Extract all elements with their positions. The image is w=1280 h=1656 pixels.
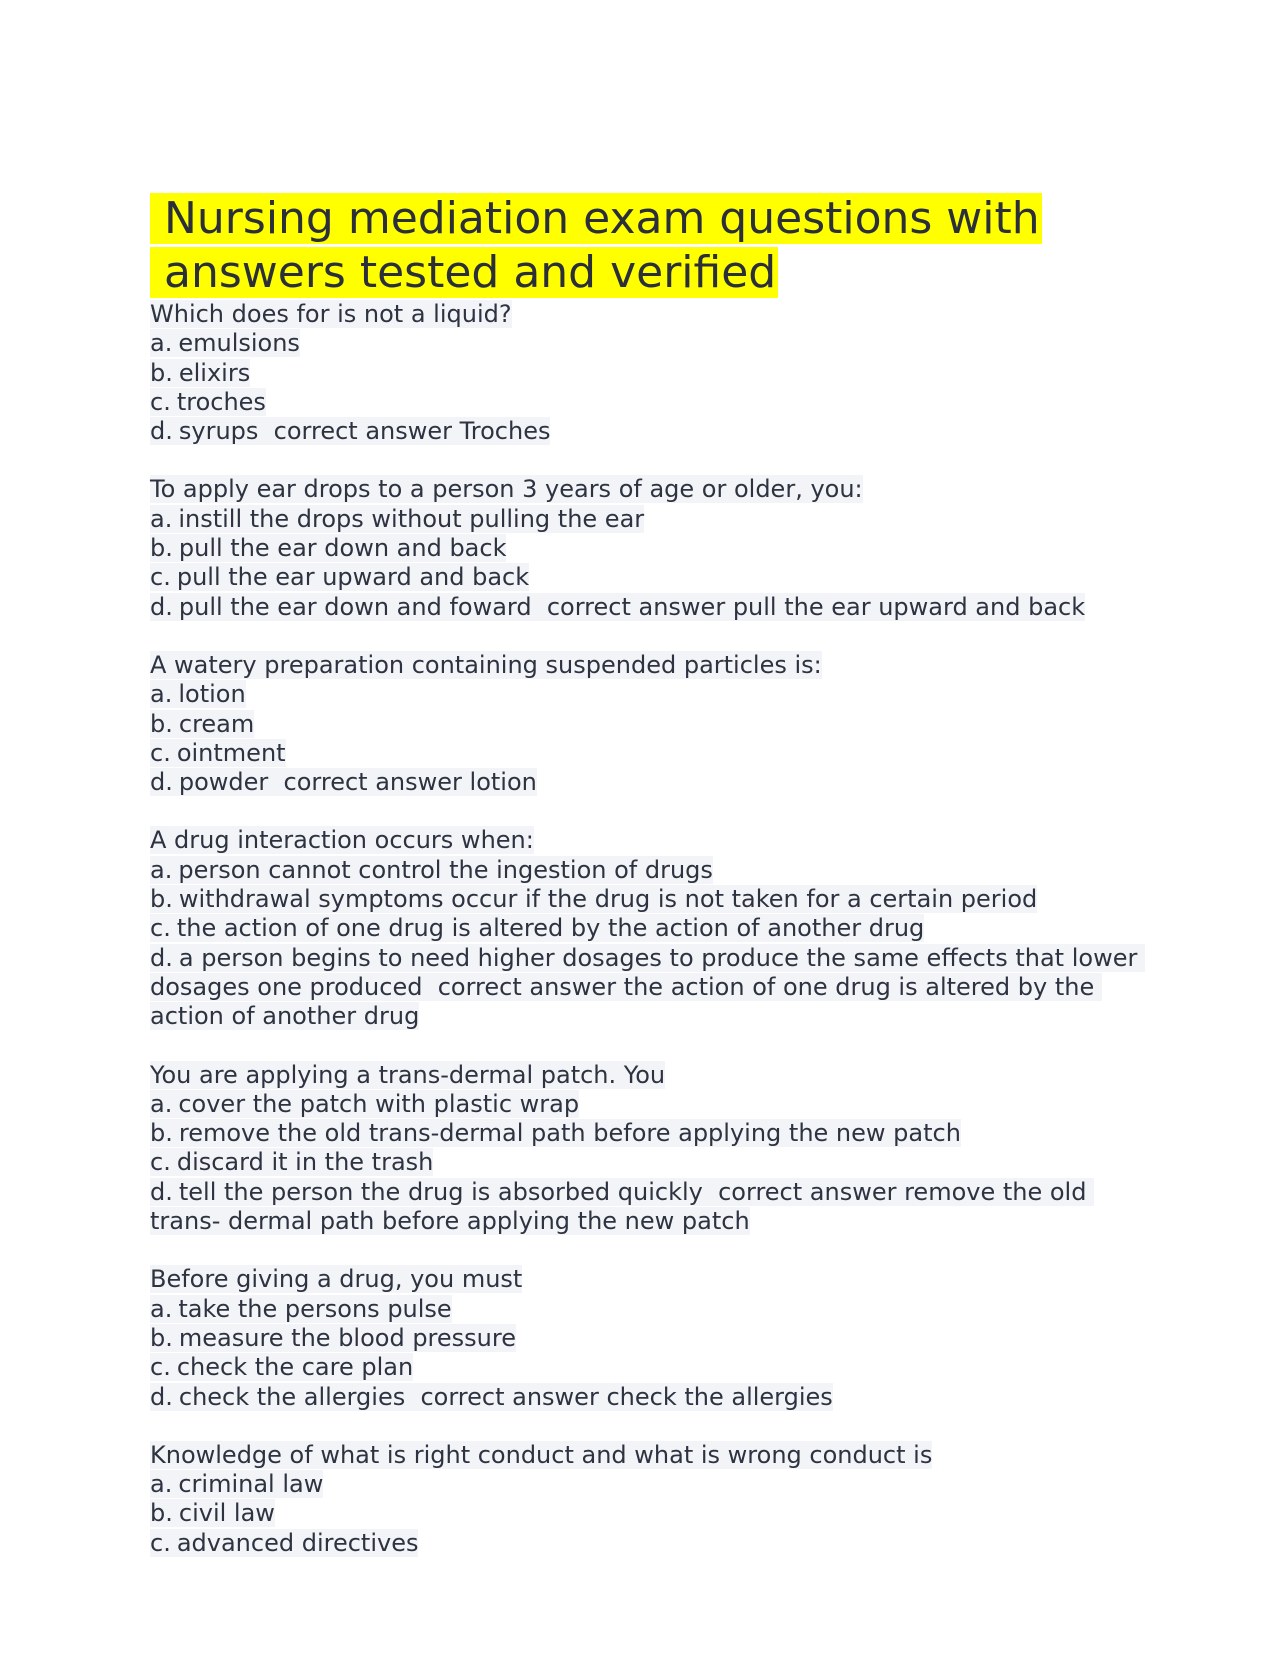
question-stem-text: To apply ear drops to a person 3 years of age or older, you:: [150, 475, 863, 504]
answer-option-highlight: [150, 1119, 961, 1147]
question-stem-text: Knowledge of what is right conduct and what is wrong conduct is: [150, 1440, 933, 1469]
question-stem-text: A drug interaction occurs when:: [150, 826, 534, 855]
option-text: discard it in the trash: [176, 1148, 434, 1177]
option-letter: c.: [150, 1148, 171, 1177]
option-text: take the persons pulse: [178, 1294, 452, 1323]
option-text: ointment: [176, 738, 286, 767]
answer-option-highlight: [150, 1090, 579, 1118]
option-letter: a.: [150, 1294, 173, 1323]
option-letter: b.: [150, 1119, 173, 1148]
option-letter: a.: [150, 1089, 173, 1118]
option-text: remove the old trans-dermal path before applying the new patch: [178, 1119, 961, 1148]
option-letter: b.: [150, 885, 173, 914]
option-text: criminal law: [178, 1470, 324, 1499]
option-text: measure the blood pressure: [178, 1323, 516, 1352]
option-letter: d.: [150, 592, 173, 621]
answer-option-highlight: [150, 1470, 323, 1498]
document-content: [150, 192, 1150, 1587]
answer-option: [150, 768, 1150, 797]
answer-option-highlight: [150, 1353, 413, 1381]
option-letter: b.: [150, 709, 173, 738]
answer-option-highlight: [150, 593, 1085, 621]
answer-option: [150, 1529, 1150, 1558]
option-letter: d.: [150, 1177, 173, 1206]
question-block: [150, 826, 1150, 1031]
option-text: instill the drops without pulling the ear: [178, 504, 645, 533]
question-block: [150, 475, 1150, 621]
option-letter: c.: [150, 738, 171, 767]
answer-option: [150, 1090, 1150, 1119]
option-letter: a.: [150, 504, 173, 533]
answer-option-highlight: [150, 563, 529, 591]
document-title: [150, 192, 1150, 300]
answer-option: [150, 505, 1150, 534]
answer-option-highlight: [150, 1148, 433, 1176]
option-text: advanced directives: [176, 1528, 419, 1557]
option-letter: a.: [150, 329, 173, 358]
option-letter: a.: [150, 1470, 173, 1499]
answer-option-highlight: [150, 388, 266, 416]
answer-option-highlight: [150, 680, 246, 708]
option-text: civil law: [178, 1499, 275, 1528]
question-block: [150, 1265, 1150, 1411]
answer-option: [150, 1470, 1150, 1499]
answer-option: [150, 1499, 1150, 1528]
answer-option: [150, 563, 1150, 592]
option-letter: c.: [150, 1353, 171, 1382]
question-stem-text: You are applying a trans-dermal patch. You: [150, 1060, 666, 1089]
option-text: cover the patch with plastic wrap: [178, 1089, 580, 1118]
answer-option-highlight: [150, 1383, 833, 1411]
answer-option-highlight: [150, 1324, 516, 1352]
answer-option: [150, 739, 1150, 768]
answer-option: [150, 885, 1150, 914]
answer-option-highlight: [150, 944, 1145, 1031]
option-text: emulsions: [178, 329, 300, 358]
option-letter: c.: [150, 914, 171, 943]
answer-option: [150, 710, 1150, 739]
answer-option-highlight: [150, 329, 300, 357]
answer-option-highlight: [150, 417, 550, 445]
answer-option-highlight: [150, 710, 254, 738]
answer-option: [150, 359, 1150, 388]
question-block: [150, 1061, 1150, 1237]
answer-option-highlight: [150, 739, 286, 767]
answer-option: [150, 1383, 1150, 1412]
answer-option: [150, 417, 1150, 446]
answer-option: [150, 388, 1150, 417]
option-letter: b.: [150, 358, 173, 387]
answer-option: [150, 329, 1150, 358]
question-stem: [150, 651, 1150, 680]
option-letter: d.: [150, 768, 173, 797]
option-text: person cannot control the ingestion of drugs: [178, 855, 713, 884]
question-stem: [150, 1061, 1150, 1090]
option-text: powder correct answer lotion: [178, 768, 537, 797]
question-stem: [150, 475, 1150, 504]
answer-option: [150, 1353, 1150, 1382]
answer-option-highlight: [150, 1529, 418, 1557]
option-text: check the care plan: [176, 1353, 414, 1382]
answer-option-highlight: [150, 505, 644, 533]
answer-option: [150, 914, 1150, 943]
question-stem: [150, 300, 1150, 329]
question-stem: [150, 1265, 1150, 1294]
option-text: the action of one drug is altered by the action of another drug: [176, 914, 925, 943]
option-text: pull the ear down and back: [178, 534, 507, 563]
question-stem-text: A watery preparation containing suspended particles is:: [150, 650, 822, 679]
answer-option: [150, 1178, 1150, 1237]
question-list: [150, 300, 1150, 1558]
option-text: check the allergies correct answer check the allergies: [178, 1382, 833, 1411]
option-text: lotion: [178, 680, 246, 709]
answer-option-highlight: [150, 1178, 1094, 1235]
answer-option-highlight: [150, 768, 537, 796]
answer-option-highlight: [150, 534, 506, 562]
option-text: elixirs: [178, 358, 251, 387]
question-stem: [150, 826, 1150, 855]
option-text: troches: [176, 387, 266, 416]
answer-option-highlight: [150, 914, 924, 942]
answer-option: [150, 593, 1150, 622]
question-block: [150, 1441, 1150, 1558]
option-text: cream: [178, 709, 255, 738]
question-stem: [150, 1441, 1150, 1470]
question-block: [150, 300, 1150, 446]
option-text: a person begins to need higher dosages to produce the same effects that lower dosages one produced correct answer the action of one drug is altered by the action of another drug: [150, 943, 1145, 1031]
option-letter: c.: [150, 1528, 171, 1557]
answer-option-highlight: [150, 1499, 275, 1527]
answer-option: [150, 944, 1150, 1032]
question-stem-text: Before giving a drug, you must: [150, 1265, 523, 1294]
answer-option: [150, 1148, 1150, 1177]
answer-option: [150, 1324, 1150, 1353]
option-letter: c.: [150, 563, 171, 592]
title-highlight: Nursing mediation exam questions with answers tested and verified: [150, 193, 1042, 298]
question-stem-text: Which does for is not a liquid?: [150, 300, 512, 328]
option-letter: c.: [150, 387, 171, 416]
answer-option: [150, 1119, 1150, 1148]
option-letter: a.: [150, 855, 173, 884]
answer-option-highlight: [150, 856, 713, 884]
answer-option-highlight: [150, 1295, 452, 1323]
option-text: syrups correct answer Troches: [178, 417, 551, 446]
option-letter: b.: [150, 1499, 173, 1528]
answer-option: [150, 856, 1150, 885]
answer-option-highlight: [150, 885, 1037, 913]
option-text: withdrawal symptoms occur if the drug is not taken for a certain period: [178, 885, 1038, 914]
option-letter: d.: [150, 943, 173, 972]
option-letter: a.: [150, 680, 173, 709]
option-letter: b.: [150, 1323, 173, 1352]
answer-option: [150, 1295, 1150, 1324]
option-letter: b.: [150, 534, 173, 563]
answer-option-highlight: [150, 359, 250, 387]
answer-option: [150, 680, 1150, 709]
option-letter: d.: [150, 1382, 173, 1411]
option-text: pull the ear upward and back: [176, 563, 530, 592]
question-block: [150, 651, 1150, 797]
option-letter: d.: [150, 417, 173, 446]
option-text: pull the ear down and foward correct answer pull the ear upward and back: [178, 592, 1086, 621]
option-text: tell the person the drug is absorbed quickly correct answer remove the old trans- dermal path before applying the new patch: [150, 1177, 1095, 1236]
answer-option: [150, 534, 1150, 563]
